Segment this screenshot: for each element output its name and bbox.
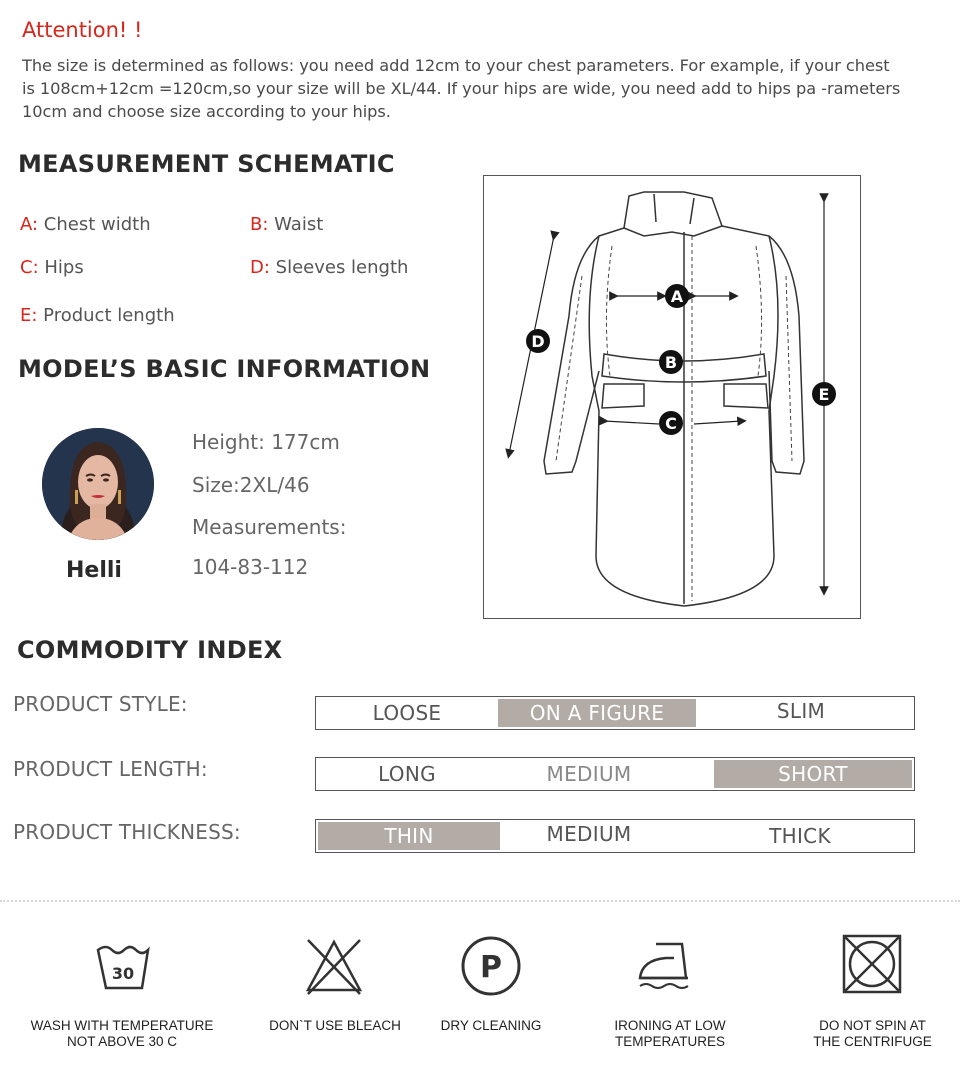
legend-label: Chest width	[38, 214, 151, 235]
care-label-line: DO NOT SPIN AT	[819, 1018, 926, 1033]
marker-e: E	[818, 385, 830, 404]
legend-item-chest	[20, 214, 151, 235]
care-label-iron	[590, 1018, 750, 1049]
wash-temp-symbol: 30	[111, 964, 135, 983]
option-loose: LOOSE	[372, 701, 442, 725]
legend-key: E:	[20, 305, 38, 326]
model-measurements-label: Measurements:	[192, 515, 347, 539]
legend-item-hips	[20, 257, 84, 278]
index-label-length: PRODUCT LENGTH:	[13, 757, 208, 781]
model-avatar	[42, 428, 154, 540]
care-label-line: DRY CLEANING	[440, 1018, 542, 1033]
model-portrait-image	[42, 428, 154, 540]
index-label-style: PRODUCT STYLE:	[13, 692, 188, 716]
care-label-line: NOT ABOVE 30 C	[66, 1033, 178, 1049]
care-label-line: DON`T USE BLEACH	[269, 1018, 401, 1033]
legend-key: C:	[20, 257, 39, 278]
care-label-line: WASH WITH TEMPERATURE	[30, 1018, 214, 1033]
marker-d: D	[531, 332, 545, 351]
wash-30-icon	[84, 930, 164, 1000]
legend-key: A:	[20, 214, 39, 235]
model-heading: MODEL’S BASIC INFORMATION	[18, 355, 431, 383]
dry-clean-symbol: P	[480, 950, 502, 985]
option-thick: THICK	[769, 824, 831, 848]
index-bar-length	[315, 757, 915, 791]
care-label-spin	[795, 1018, 950, 1049]
option-slim: SLIM	[776, 699, 826, 723]
index-bar-style	[315, 696, 915, 730]
model-height: Height: 177cm	[192, 430, 340, 454]
option-medium: MEDIUM	[546, 762, 632, 786]
legend-label: Product length	[37, 305, 175, 326]
legend-item-waist	[250, 214, 323, 235]
attention-title: Attention! !	[22, 18, 143, 42]
care-label-line: THE CENTRIFUGE	[813, 1033, 932, 1049]
index-label-thickness: PRODUCT THICKNESS:	[13, 820, 241, 844]
coat-diagram-icon	[484, 176, 860, 618]
legend-key: B:	[250, 214, 269, 235]
model-name: Helli	[66, 558, 122, 583]
care-label-wash	[22, 1018, 222, 1049]
no-tumble-dry-icon	[832, 930, 912, 1000]
iron-low-icon	[626, 930, 706, 1000]
care-label-line: IRONING AT LOW	[614, 1018, 726, 1033]
legend-key: D:	[250, 257, 270, 278]
index-bar-thickness	[315, 819, 915, 853]
legend-item-length	[20, 305, 175, 326]
option-medium: MEDIUM	[546, 822, 632, 846]
marker-a: A	[670, 287, 684, 306]
marker-c: C	[665, 414, 677, 433]
marker-b: B	[664, 353, 678, 372]
care-label-dry	[420, 1018, 562, 1034]
dry-clean-icon	[451, 930, 531, 1000]
care-label-bleach	[250, 1018, 420, 1034]
legend-item-sleeves	[250, 257, 408, 278]
measurement-diagram	[483, 175, 861, 619]
legend-label: Waist	[268, 214, 324, 235]
option-short: SHORT	[714, 760, 912, 788]
option-thin: THIN	[318, 822, 500, 850]
legend-label: Hips	[38, 257, 84, 278]
legend-label: Sleeves length	[269, 257, 409, 278]
commodity-heading: COMMODITY INDEX	[17, 636, 283, 664]
model-size: Size:2XL/46	[192, 473, 310, 497]
attention-text: The size is determined as follows: you need add 12cm to your chest parameters. For example, if your chest is 108cm+12cm =120cm,so your size will be XL/44. If your hips are wide, you need add to hips pa -rameters 10cm and choose size according to your hips.	[22, 56, 901, 121]
no-bleach-icon	[294, 930, 374, 1000]
option-on-a-figure: ON A FIGURE	[498, 699, 696, 727]
measurement-heading: MEASUREMENT SCHEMATIC	[18, 150, 395, 178]
option-long: LONG	[378, 762, 436, 786]
care-label-line: TEMPERATURES	[614, 1033, 725, 1049]
model-measurements-value: 104-83-112	[192, 555, 309, 579]
section-divider	[0, 900, 960, 902]
